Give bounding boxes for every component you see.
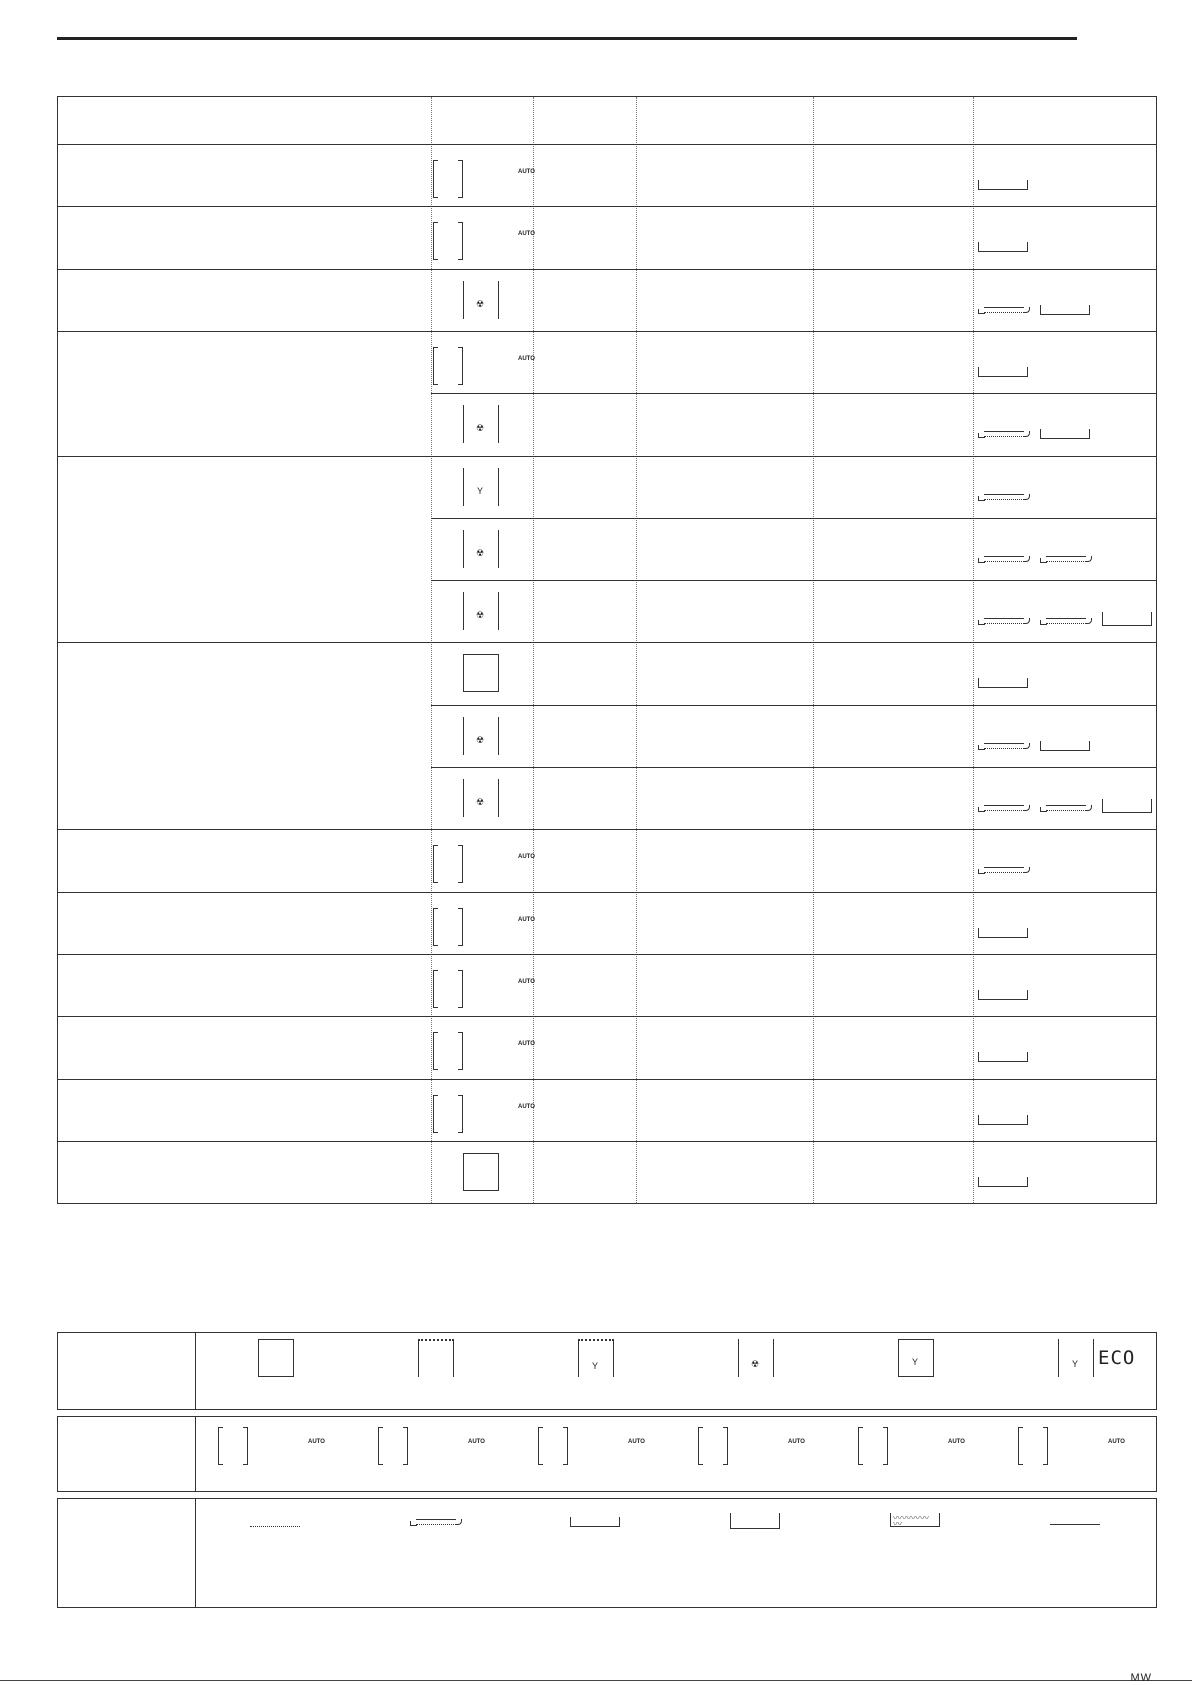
element-mode-icon: [463, 468, 499, 506]
deep-tray-icon: [730, 1513, 780, 1529]
table-row: [58, 1079, 1156, 1141]
auto-label: AUTO: [518, 1041, 535, 1048]
element-icon: Y: [592, 1361, 599, 1371]
rack-bar: [984, 307, 1024, 313]
auto-label: AUTO: [948, 1439, 965, 1445]
auto-label: AUTO: [628, 1439, 645, 1445]
table-row: [58, 642, 1156, 704]
legend-accessories: [57, 1498, 1157, 1608]
auto-label: AUTO: [308, 1439, 325, 1445]
window-bracket-icon: [433, 222, 463, 258]
window-bracket-icon: [433, 347, 463, 383]
auto-label: AUTO: [518, 916, 535, 923]
fan-mode-icon: [738, 1339, 774, 1377]
rack-hook: [1023, 307, 1030, 313]
rack-hook: [1023, 743, 1030, 749]
fan-icon: ☢: [476, 610, 485, 621]
auto-label: AUTO: [518, 169, 535, 175]
tray-icon: [978, 928, 1028, 938]
eco-label: ECO: [1098, 1347, 1136, 1369]
tray-icon: [978, 678, 1028, 688]
window-bracket-icon: [433, 970, 463, 1006]
window-bracket-icon: [433, 908, 463, 944]
tray-icon: [570, 1517, 620, 1527]
fan-icon: ☢: [476, 797, 485, 807]
top-heat-element-icon: [578, 1339, 614, 1377]
table-row: [58, 1016, 1156, 1078]
tray-icon: [978, 990, 1028, 1000]
window-bracket-icon: [538, 1427, 568, 1463]
rack-hook: [1023, 618, 1030, 624]
fan-icon: ☢: [476, 547, 485, 558]
rack-icon: [1040, 554, 1092, 564]
legend-divider: [195, 1333, 196, 1409]
rack-bar: [1046, 618, 1086, 624]
legend-auto: [57, 1416, 1157, 1492]
tray-icon: [978, 1177, 1028, 1187]
rack-bar: [984, 743, 1024, 749]
table-row: [58, 331, 1156, 393]
table-row: [58, 1141, 1156, 1203]
main-table: [57, 96, 1157, 1204]
fan-icon: ☢: [476, 298, 485, 309]
rack-icon: [978, 865, 1030, 875]
auto-label: AUTO: [518, 978, 535, 985]
rack-bar: [984, 431, 1024, 437]
window-bracket-icon: [218, 1427, 248, 1463]
corner-text: MW: [1130, 1672, 1152, 1684]
window-bracket-icon: [698, 1427, 728, 1463]
flat-tray-icon: [1050, 1519, 1100, 1525]
rack-icon: [978, 554, 1030, 564]
rack-hook: [1085, 556, 1092, 562]
rack-hook: [1023, 867, 1030, 873]
window-bracket-icon: [433, 845, 463, 881]
window-bracket-icon: [858, 1427, 888, 1463]
tray-icon: [1040, 741, 1090, 751]
rack-icon: [978, 803, 1030, 813]
auto-label: AUTO: [788, 1439, 805, 1445]
legend-modes: [57, 1332, 1157, 1410]
window-bracket-icon: [378, 1427, 408, 1463]
element-icon: Y: [1072, 1359, 1079, 1369]
tray-icon: [978, 1115, 1028, 1125]
auto-label: AUTO: [518, 231, 535, 238]
top-heat-icon: [418, 1339, 454, 1377]
rack-bar: [1046, 805, 1086, 811]
fan-mode-icon: [463, 530, 499, 568]
deep-tray-icon: [1102, 799, 1152, 813]
element-eco-icon: [1058, 1339, 1094, 1377]
rack-hook: [1023, 494, 1030, 500]
element-icon: Y: [912, 1357, 919, 1367]
rack-icon: [978, 741, 1030, 751]
table-row: [58, 580, 1156, 642]
fan-mode-icon: [463, 405, 499, 443]
top-rule: [57, 37, 1077, 40]
legend-divider: [195, 1499, 196, 1607]
fan-icon: ☢: [476, 423, 485, 434]
table-row: [58, 269, 1156, 331]
deep-tray-icon: [1102, 612, 1152, 626]
rack-icon: [1040, 616, 1092, 626]
auto-label: AUTO: [518, 1103, 535, 1110]
table-row: [58, 393, 1156, 455]
fan-mode-icon: [463, 281, 499, 319]
rack-icon: [1040, 803, 1092, 813]
rack-bar: [984, 867, 1024, 873]
rack-hook: [1023, 556, 1030, 562]
fan-icon: ☢: [476, 734, 485, 745]
box-icon: [258, 1339, 294, 1377]
window-bracket-icon: [433, 160, 463, 196]
auto-label: AUTO: [1108, 1439, 1125, 1445]
table-row: [58, 954, 1156, 1016]
rack-bar: [984, 618, 1024, 624]
rack-hook: [1023, 805, 1030, 811]
element-box-icon: [898, 1339, 934, 1377]
fan-icon: ☢: [751, 1359, 760, 1369]
table-row: [58, 829, 1156, 891]
rack-bar: [984, 494, 1024, 500]
tray-icon: [978, 1052, 1028, 1062]
rack-hook: [1085, 618, 1092, 624]
auto-label: AUTO: [518, 355, 535, 362]
fan-mode-icon: [463, 592, 499, 630]
tray-icon: [1040, 305, 1090, 315]
rack-icon: [978, 429, 1030, 439]
tray-icon: [1040, 429, 1090, 439]
rack-bar: [984, 556, 1024, 562]
table-row: [58, 767, 1156, 829]
rack-icon: [978, 305, 1030, 315]
rack-bar: [1046, 556, 1086, 562]
table-row: [58, 206, 1156, 268]
water-tray-icon: 〰〰〰〰〰: [890, 1513, 940, 1527]
tray-icon: [978, 367, 1028, 377]
legend-divider: [195, 1417, 196, 1491]
element-icon: Y: [477, 485, 484, 496]
table-row: [58, 518, 1156, 580]
table-row: [58, 705, 1156, 767]
table-row: [58, 892, 1156, 954]
auto-label: AUTO: [518, 854, 535, 861]
rack-icon: [978, 492, 1030, 502]
bottom-rule: [0, 1680, 1192, 1681]
wire-rack-icon: [250, 1521, 300, 1527]
tray-icon: [978, 180, 1028, 190]
box-mode-icon: [463, 1153, 499, 1191]
window-bracket-icon: [433, 1032, 463, 1068]
window-bracket-icon: [1018, 1427, 1048, 1463]
table-row: [58, 456, 1156, 518]
rack-hook: [1023, 431, 1030, 437]
rack-icon: [978, 616, 1030, 626]
rack-hook: [1085, 805, 1092, 811]
auto-label: AUTO: [468, 1439, 485, 1445]
tray-icon: [978, 242, 1028, 252]
window-bracket-icon: [433, 1095, 463, 1131]
rack-icon: [410, 1517, 462, 1527]
table-row: [58, 144, 1156, 206]
box-mode-icon: [463, 654, 499, 692]
fan-mode-icon: [463, 779, 499, 817]
fan-mode-icon: [463, 717, 499, 755]
rack-bar: [984, 805, 1024, 811]
